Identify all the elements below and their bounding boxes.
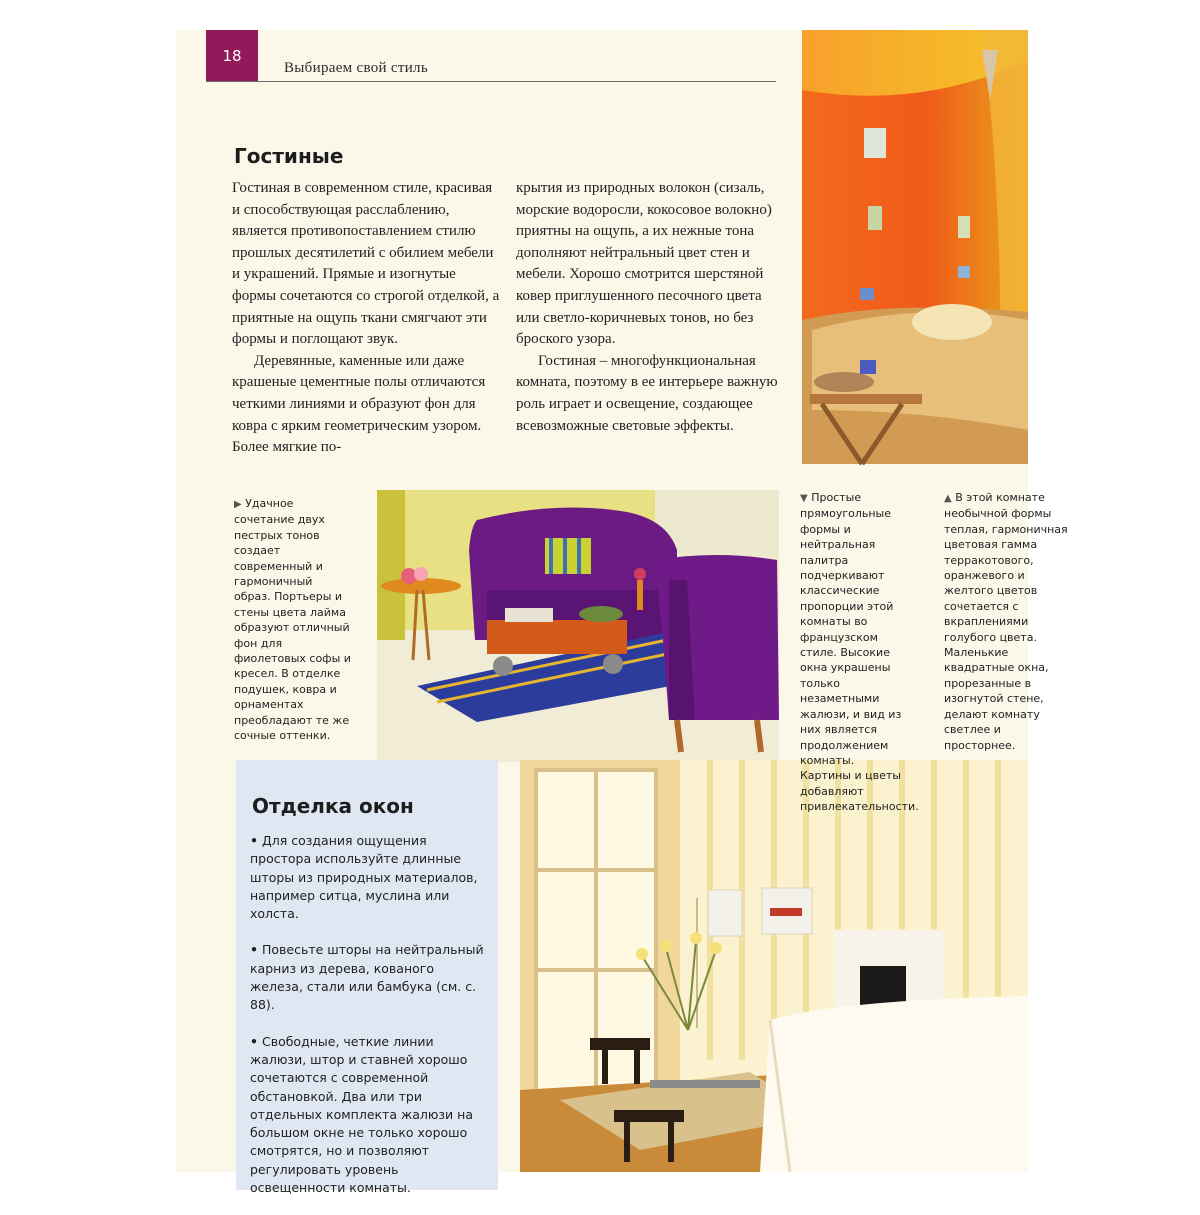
caption-text: В этой комнате необычной формы теплая, гармоничная цветовая гамма терракотового, оранжевого и желтого цветов сочетается с вкраплениями голубого цвета. Маленькие квадратные окна, прорезанные в изогнутой стене, делают комнату светлее и просторнее. <box>944 491 1068 752</box>
article-column-1 <box>232 178 500 459</box>
list-item <box>250 1033 490 1198</box>
paragraph: Деревянные, каменные или даже крашеные цементные полы отличаются четкими линиями и образуют фон для ковра с ярким геометрическим узором. Более мягкие по- <box>232 352 486 456</box>
caption-white-room <box>800 490 919 815</box>
photo-orange-room <box>802 30 1028 464</box>
photo-purple-sofa <box>377 490 779 762</box>
article-column-2 <box>516 178 784 437</box>
tip-text: Для создания ощущения простора используйте длинные шторы из природных материалов, например ситца, муслина или холста. <box>250 833 478 922</box>
bullet-icon: • <box>250 942 258 958</box>
list-item <box>250 832 490 923</box>
caption-text: Удачное сочетание двух пестрых тонов создает современный и гармоничный образ. Портьеры и стены цвета лайма образуют отличный фон для фиолетовых софы и кресел. В отделке подушек, ковра и орнаментах преобладают те же сочные оттенки. <box>234 497 351 743</box>
tip-text: Свободные, четкие линии жалюзи, штор и ставней хорошо сочетаются с современной обстановкой. Два или три отдельных комплекта жалюзи на большом окне не только хорошо смотрятся, но и позволяют регулировать уровень освещенности комнаты. <box>250 1033 473 1196</box>
paragraph: крытия из природных волокон (сизаль, морские водоросли, кокосовое волокно) приятны на ощупь, а их нежные тона дополняют нейтральный цвет стен и мебели. Хорошо смотрится шерстяной ковер приглушенного песочного цвета или светло-коричневых тонов, но без броского узора. <box>516 180 772 348</box>
bullet-icon: • <box>250 833 258 848</box>
page-number: 18 <box>206 30 258 82</box>
bullet-icon: • <box>250 1033 258 1049</box>
list-item <box>250 941 490 1014</box>
sidebar-window-treatments <box>236 760 498 1196</box>
caption-purple-sofa <box>234 496 352 744</box>
running-title: Выбираем свой стиль <box>284 60 428 76</box>
right-triangle-icon: ▶ <box>234 499 242 510</box>
up-triangle-icon: ▲ <box>944 493 952 504</box>
caption-orange-room <box>944 490 1070 753</box>
tips-list <box>250 832 490 1215</box>
article-heading: Гостиные <box>234 144 344 168</box>
down-triangle-icon: ▼ <box>800 493 808 504</box>
sidebar-title: Отделка окон <box>252 794 414 818</box>
paragraph: Гостиная – многофункциональная комната, поэтому в ее интерьере важную роль играет и освещение, создающее всевозможные световые эффекты. <box>516 352 778 434</box>
caption-text: Простые прямоугольные формы и нейтральная палитра подчеркивают классические пропорции этой комнаты во французском стиле. Высокие окна украшены только незаметными жалюзи, и вид из них является продолжением комнаты. Картины и цветы добавляют привлекательности. <box>800 491 919 814</box>
paragraph: Гостиная в современном стиле, красивая и способствующая расслаблению, является противопоставлением стилю прошлых десятилетий с обилием мебели и украшений. Прямые и изогнутые формы сочетаются со строгой отделкой, а приятные на ощупь ткани смягчают эти формы и поглощают звук. <box>232 180 500 348</box>
header-rule <box>206 81 776 82</box>
photo-white-room <box>520 760 1028 1172</box>
tip-text: Повесьте шторы на нейтральный карниз из дерева, кованого железа, стали или бамбука (см. с. 88). <box>250 942 484 1013</box>
magazine-page <box>176 30 1068 1196</box>
